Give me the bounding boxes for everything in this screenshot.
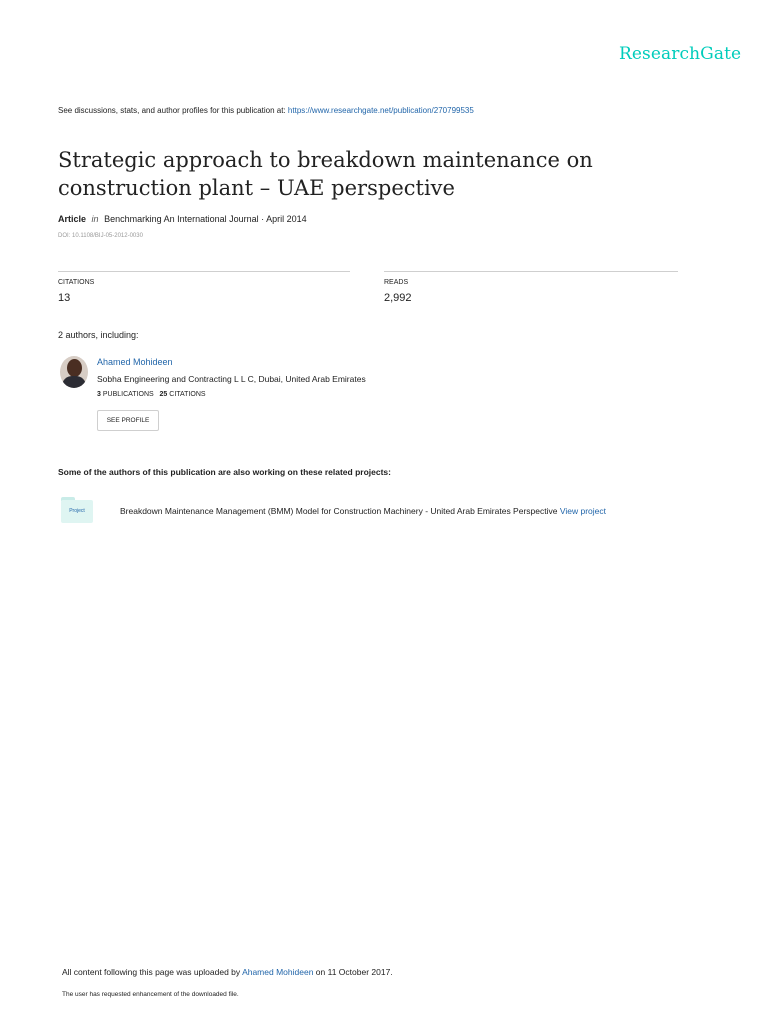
related-projects-heading: Some of the authors of this publication are also working on these related projects: xyxy=(58,467,391,477)
see-profile-button[interactable]: SEE PROFILE xyxy=(97,410,159,431)
author-publications-label: PUBLICATIONS xyxy=(102,391,154,398)
project-folder-icon[interactable] xyxy=(61,497,93,523)
project-icon-label: Project xyxy=(61,500,93,523)
author-avatar[interactable] xyxy=(60,356,88,388)
uploader-link[interactable]: Ahamed Mohideen xyxy=(242,967,314,977)
publication-type: Article xyxy=(58,214,87,224)
researchgate-logo[interactable]: ResearchGate xyxy=(619,44,742,64)
upload-suffix: on 11 October 2017. xyxy=(315,967,393,977)
profile-discussion-line xyxy=(58,106,474,115)
authors-count: 2 authors, including: xyxy=(58,330,139,340)
avatar-body-shape xyxy=(62,376,86,388)
enhancement-note: The user has requested enhancement of the downloaded file. xyxy=(62,991,239,998)
publication-title: Strategic approach to breakdown maintenance on construction plant – UAE perspective xyxy=(58,148,593,201)
view-project-link[interactable]: View project xyxy=(559,506,606,516)
citations-label: CITATIONS xyxy=(58,279,95,286)
author-name-link[interactable]: Ahamed Mohideen xyxy=(97,357,173,367)
intro-text: See discussions, stats, and author profiles for this publication at: xyxy=(58,106,286,115)
doi: DOI: 10.1108/BIJ-05-2012-0030 xyxy=(58,233,143,239)
citations-divider xyxy=(58,271,350,272)
in-word: in xyxy=(91,214,99,224)
publication-meta xyxy=(58,214,307,224)
reads-label: READS xyxy=(384,279,409,286)
citations-value: 13 xyxy=(58,292,71,304)
author-affiliation: Sobha Engineering and Contracting L L C, Dubai, United Arab Emirates xyxy=(97,374,366,384)
journal-date: Benchmarking An International Journal · April 2014 xyxy=(104,214,307,224)
author-publications-count: 3 xyxy=(97,391,101,398)
upload-note xyxy=(62,967,393,977)
author-citations-count: 25 xyxy=(159,391,168,398)
upload-prefix: All content following this page was uploaded by xyxy=(62,967,241,977)
related-project-item xyxy=(120,506,606,516)
reads-value: 2,992 xyxy=(384,292,412,304)
project-title: Breakdown Maintenance Management (BMM) Model for Construction Machinery - United Arab Emirates Perspective xyxy=(120,506,558,516)
author-stats xyxy=(97,391,206,398)
publication-url-link[interactable]: https://www.researchgate.net/publication/270799535 xyxy=(287,106,474,115)
author-citations-label: CITATIONS xyxy=(169,391,206,398)
reads-divider xyxy=(384,271,678,272)
avatar-head-shape xyxy=(67,359,82,377)
